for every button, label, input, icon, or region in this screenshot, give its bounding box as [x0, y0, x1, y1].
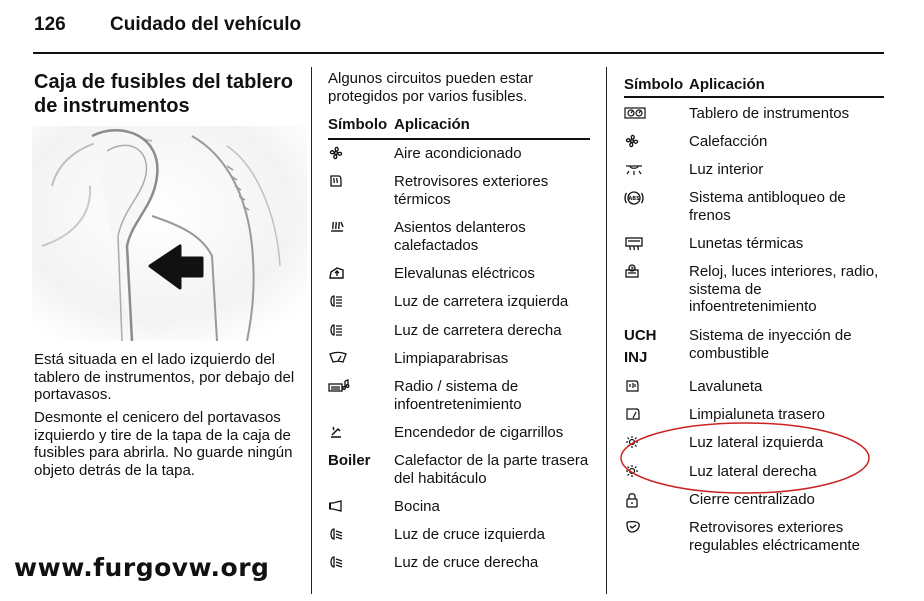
fan-icon — [624, 133, 684, 151]
heated-mirror-icon — [328, 173, 388, 191]
heated-seat-icon — [328, 219, 388, 237]
application-text: Reloj, luces interiores, radio, sistema de infoentretenimiento — [689, 263, 879, 315]
application-text: Luz lateral derecha — [689, 463, 817, 480]
application-text: Calefacción — [689, 133, 768, 150]
application-text: Bocina — [394, 498, 440, 515]
fuse-box-illustration — [32, 126, 307, 341]
column-application-header: Aplicación — [394, 116, 470, 133]
application-text: Retrovisores exteriores térmicos — [394, 173, 549, 208]
application-text: Aire acondicionado — [394, 145, 522, 162]
application-text: Luz de cruce derecha — [394, 554, 539, 571]
column-application-header: Aplicación — [689, 76, 765, 93]
mirror-adjust-icon — [624, 519, 684, 537]
application-text: Asientos delanteros calefactados — [394, 219, 526, 254]
application-text: Sistema de inyección de combustible — [689, 327, 852, 362]
instructions-paragraph: Desmonte el cenicero del portavasos izquierdo y tire de la tapa de la caja de fusibles para abrirla. No guarde ningún objeto detrás de la tapa. — [34, 409, 293, 479]
windshield-wiper-icon — [328, 350, 388, 368]
middle-table-rule — [328, 138, 590, 140]
chapter-title: Cuidado del vehículo — [110, 14, 302, 35]
application-text: Limpiaparabrisas — [394, 350, 509, 367]
application-text: Luz interior — [689, 161, 764, 178]
abs-icon — [624, 189, 684, 207]
watermark: www.furgovw.org — [14, 553, 270, 582]
column-divider-left — [311, 67, 312, 594]
application-text: Elevalunas eléctricos — [394, 265, 535, 282]
central-lock-icon — [624, 491, 684, 509]
application-text: Lavaluneta — [689, 378, 763, 395]
high-beam-icon — [328, 293, 388, 311]
instrument-panel-icon — [624, 105, 684, 123]
high-beam-icon — [328, 322, 388, 340]
fan-icon — [328, 145, 388, 163]
column-divider-right — [606, 67, 607, 594]
rear-washer-icon — [624, 378, 684, 396]
symbol-text: UCH INJ — [624, 327, 657, 366]
interior-light-icon — [624, 161, 684, 179]
application-text: Tablero de instrumentos — [689, 105, 850, 122]
application-text: Luz de carretera derecha — [394, 322, 562, 339]
column-symbol-header: Símbolo — [328, 116, 388, 133]
application-text: Radio / sistema de infoentretenimiento — [394, 378, 522, 413]
power-window-icon — [328, 265, 388, 283]
intro-text: Algunos circuitos pueden estar protegidos por varios fusibles. — [328, 70, 534, 105]
section-title: Caja de fusibles del tablero de instrumentos — [34, 71, 293, 117]
right-table-rule — [624, 96, 884, 98]
application-text: Calefactor de la parte trasera del habitáculo — [394, 452, 589, 487]
header-rule — [33, 52, 884, 54]
application-text: Limpialuneta trasero — [689, 406, 825, 423]
rear-defrost-icon — [624, 235, 684, 253]
radio-icon — [328, 378, 388, 396]
low-beam-icon — [328, 554, 388, 572]
svg-text:ABS: ABS — [628, 196, 640, 202]
application-text: Encendedor de cigarrillos — [394, 424, 564, 441]
application-text: Luz lateral izquierda — [689, 434, 824, 451]
application-text: Sistema antibloqueo de frenos — [689, 189, 846, 224]
application-text: Luz de carretera izquierda — [394, 293, 569, 310]
column-symbol-header: Símbolo — [624, 76, 684, 93]
application-text: Lunetas térmicas — [689, 235, 804, 252]
red-annotation-ellipse — [618, 420, 872, 496]
side-light-icon — [624, 463, 684, 481]
application-text: Retrovisores exteriores regulables eléctricamente — [689, 519, 860, 554]
middle-table-header — [328, 116, 590, 138]
location-paragraph: Está situada en el lado izquierdo del tablero de instrumentos, por debajo del portavasos. — [34, 351, 295, 403]
right-table-header — [624, 76, 884, 98]
symbol-text: Boiler — [328, 452, 371, 469]
page-header — [34, 14, 884, 52]
rear-wiper-icon — [624, 406, 684, 424]
side-light-icon — [624, 434, 684, 452]
application-text: Luz de cruce izquierda — [394, 526, 545, 543]
cigarette-lighter-icon — [328, 424, 388, 442]
clock-radio-icon — [624, 263, 684, 281]
application-text: Cierre centralizado — [689, 491, 815, 508]
horn-icon — [328, 498, 388, 516]
low-beam-icon — [328, 526, 388, 544]
page-number: 126 — [34, 14, 66, 35]
